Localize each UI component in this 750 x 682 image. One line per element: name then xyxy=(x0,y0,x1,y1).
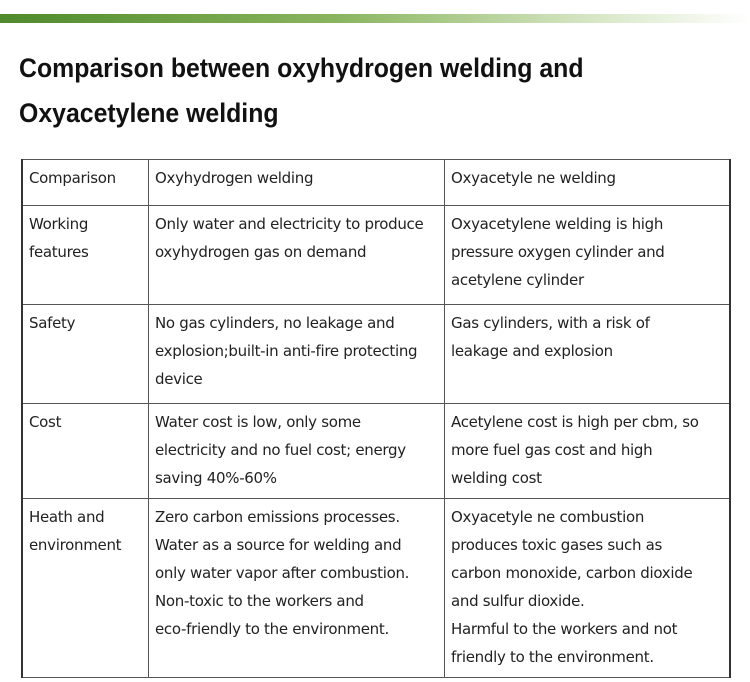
cell-oxyhydrogen-health-environment: Zero carbon emissions processes. Water as a source for welding and only water vapor after combustion. Non-toxic to the workers and eco-friendly to the environment. xyxy=(149,499,445,678)
page-title-line-2: Oxyacetylene welding xyxy=(19,98,279,128)
header-cell-oxyacetylene: Oxyacetyle ne welding xyxy=(445,160,731,206)
table-row-health-environment xyxy=(22,499,730,678)
header-cell-oxyhydrogen: Oxyhydrogen welding xyxy=(149,160,445,206)
cell-oxyacetylene-cost: Acetylene cost is high per cbm, so more fuel gas cost and high welding cost xyxy=(445,404,731,499)
cell-oxyhydrogen-cost: Water cost is low, only some electricity and no fuel cost; energy saving 40%-60% xyxy=(149,404,445,499)
decorative-green-bar xyxy=(0,14,750,23)
cell-oxyacetylene-working-features: Oxyacetylene welding is high pressure oxygen cylinder and acetylene cylinder xyxy=(445,206,731,305)
cell-oxyacetylene-health-environment: Oxyacetyle ne combustion produces toxic gases such as carbon monoxide, carbon dioxide and sulfur dioxide. Harmful to the workers and not friendly to the environment. xyxy=(445,499,731,678)
header-cell-comparison: Comparison xyxy=(22,160,149,206)
cell-oxyhydrogen-safety: No gas cylinders, no leakage and explosion;built-in anti-fire protecting device xyxy=(149,305,445,404)
cell-oxyhydrogen-working-features: Only water and electricity to produce oxyhydrogen gas on demand xyxy=(149,206,445,305)
row-label-health-environment: Heath and environment xyxy=(22,499,149,678)
comparison-table xyxy=(21,159,731,678)
page-title-line-1: Comparison between oxyhydrogen welding and xyxy=(19,53,584,83)
row-label-cost: Cost xyxy=(22,404,149,499)
table-row-working-features xyxy=(22,206,730,305)
row-label-safety: Safety xyxy=(22,305,149,404)
table-row-safety xyxy=(22,305,730,404)
table-header-row xyxy=(22,160,730,206)
page-title xyxy=(19,46,663,136)
cell-oxyacetylene-safety: Gas cylinders, with a risk of leakage and explosion xyxy=(445,305,731,404)
table-row-cost xyxy=(22,404,730,499)
row-label-working-features: Working features xyxy=(22,206,149,305)
